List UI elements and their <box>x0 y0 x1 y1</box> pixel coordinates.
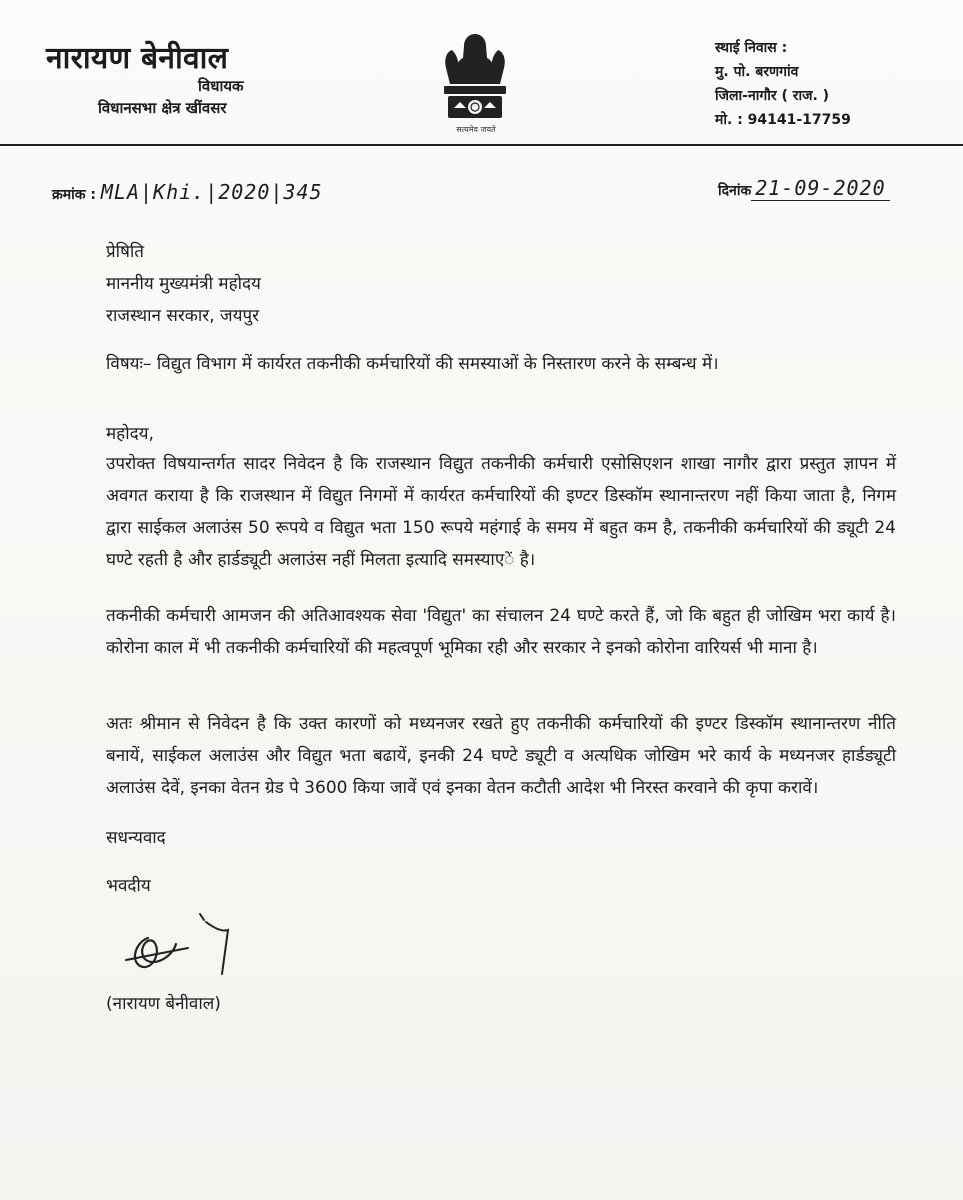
address-label: स्थाई निवास : <box>715 40 788 56</box>
body-paragraph-3: अतः श्रीमान से निवेदन है कि उक्त कारणों को मध्यनजर रखते हुए तकनीकी कर्मचारियों की इण्टर डिस्कॉम स्थानान्तरण नीति बनायें, साईकल अलाउंस और विद्युत भता बढायें, इनकी 24 घण्टे ड्यूटी व अत्यधिक जोखिम भरे कार्य के मध्यनजर हार्डड्यूटी अलाउंस देवें, इनका वेतन ग्रेड पे 3600 किया जावें एवं इनका वेतन कटौती आदेश भी निरस्त करवाने की कृपा करावें। <box>106 714 896 798</box>
body-paragraph-1: उपरोक्त विषयान्तर्गत सादर निवेदन है कि राजस्थान विद्युत तकनीकी कर्मचारी एसोसिएशन शाखा नागौर द्वारा प्रस्तुत ज्ञापन में अवगत कराया है कि राजस्थान में विद्युत निगमों में कार्यरत कर्मचारियों की इण्टर डिस्कॉम स्थानान्तरण नहीं किया जाता है, निगम द्वारा साईकल अलाउंस 50 रूपये व विद्युत भता 150 रूपये महंगाई के समय में बहुत कम है, तकनीकी कर्मचारियों की ड्यूटी 24 घण्टे रहती है और हार्डड्यूटी अलाउंस नहीं मिलता इत्यादि समस्याएें है। <box>106 454 896 570</box>
reference-value: MLA|Khi.|2020|345 <box>100 180 323 204</box>
sender-designation: विधायक <box>198 77 244 95</box>
reference-label: क्रमांक : <box>52 187 96 203</box>
emblem-motto: सत्यमेव जयते <box>456 125 496 134</box>
sender-name: नारायण बेनीवाल <box>46 41 229 76</box>
address-line-2: जिला-नागौर ( राज. ) <box>715 88 830 104</box>
letter-subject: विषयः– विद्युत विभाग में कार्यरत तकनीकी कर्मचारियों की समस्याओं के निस्तारण करने के सम्बन्ध में। <box>106 354 719 374</box>
recipient-line-2: राजस्थान सरकार, जयपुर <box>106 306 260 326</box>
sender-constituency: विधानसभा क्षेत्र खींवसर <box>98 99 227 117</box>
address-line-1: मु. पो. बरणगांव <box>715 64 799 80</box>
sender-address <box>715 36 851 132</box>
salutation: महोदय, <box>106 424 154 444</box>
phone-number: मो. : 94141-17759 <box>715 112 851 128</box>
date-value: 21-09-2020 <box>751 176 889 201</box>
body-paragraph-2: तकनीकी कर्मचारी आमजन की अतिआवश्यक सेवा 'विद्युत' का संचालन 24 घण्टे करते हैं, जो कि बहुत ही जोखिम भरा कार्य है। कोरोना काल में भी तकनीकी कर्मचारियों की महत्वपूर्ण भूमिका रही और सरकार ने इनको कोरोना वारियर्स भी माना है। <box>106 606 896 658</box>
signature-icon <box>118 908 248 978</box>
recipient-line-1: माननीय मुख्यमंत्री महोदय <box>106 274 261 294</box>
recipient-label: प्रेषिति <box>106 242 144 262</box>
closing-thanks: सधन्यवाद <box>106 828 166 848</box>
signatory-name: (नारायण बेनीवाल) <box>106 994 221 1014</box>
recipient-block <box>106 236 896 332</box>
letter-date <box>718 176 890 200</box>
closing-yours: भवदीय <box>106 876 151 896</box>
header-divider <box>0 144 963 146</box>
date-label: दिनांक <box>718 183 752 199</box>
reference-number <box>52 180 323 204</box>
